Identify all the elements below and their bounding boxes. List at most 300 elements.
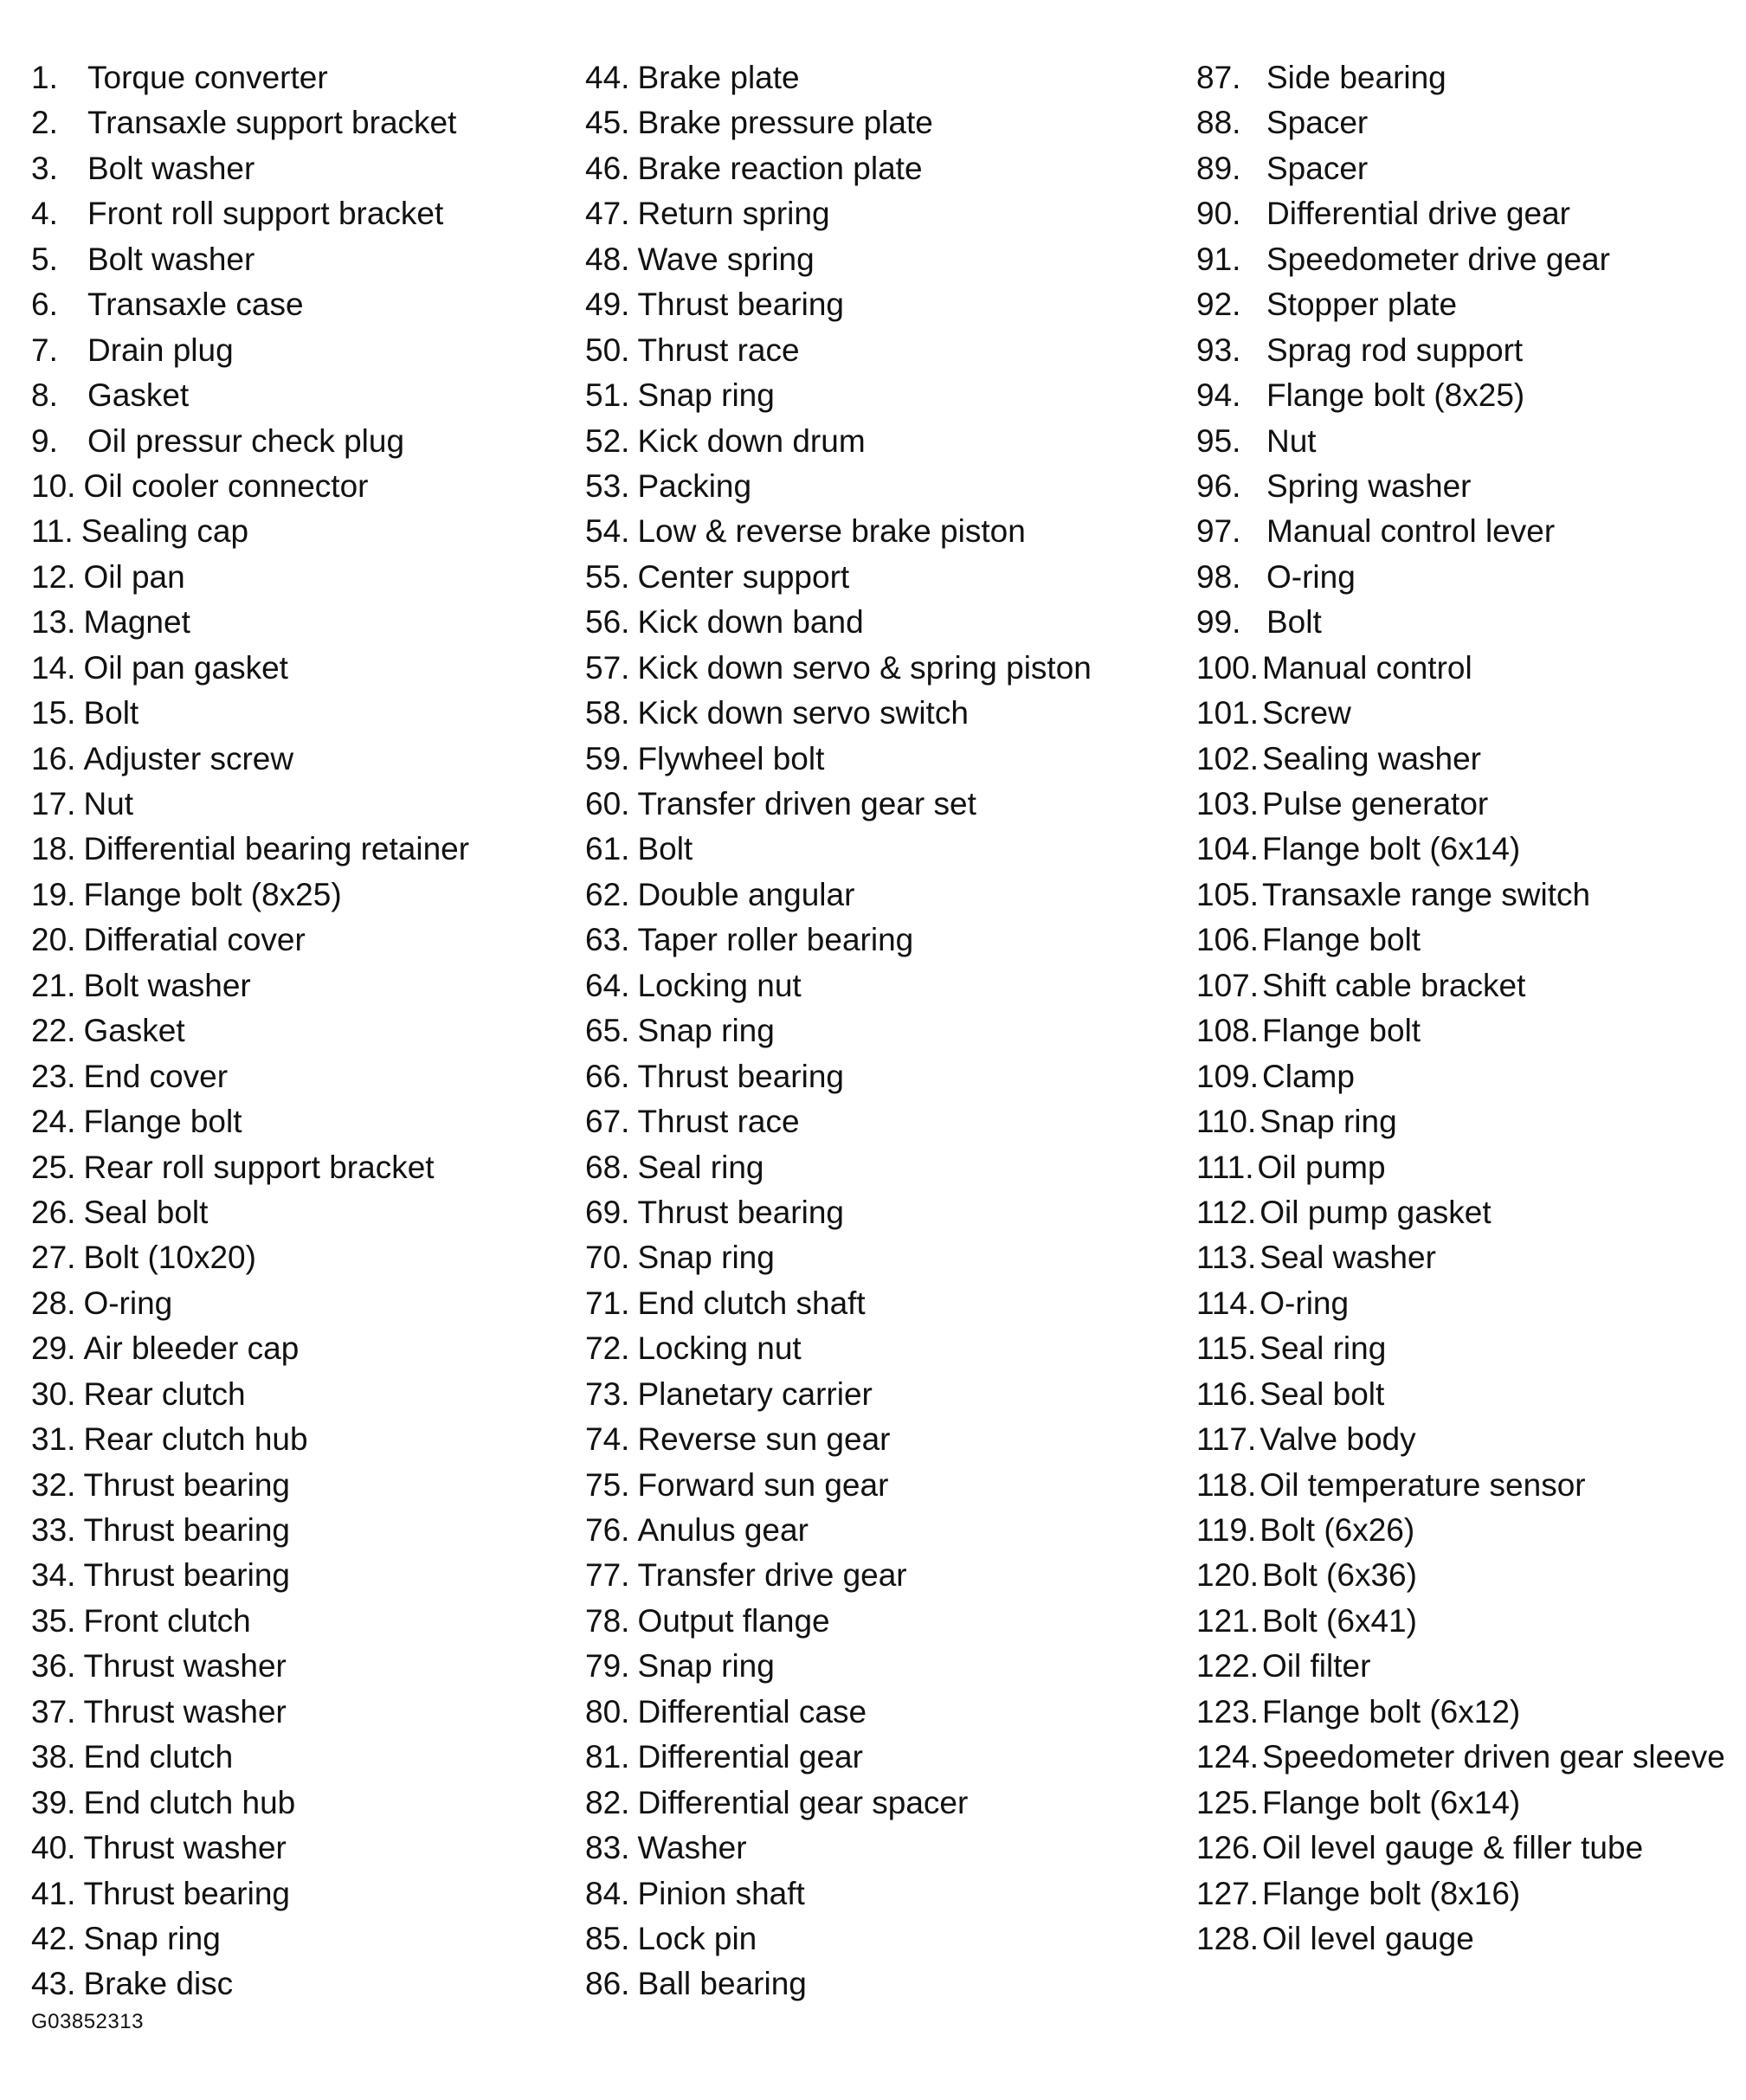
legend-item (585, 600, 1092, 645)
legend-item (585, 873, 1092, 918)
legend-item (585, 1644, 1092, 1689)
legend-item (585, 1463, 1092, 1508)
legend-item (1196, 1417, 1725, 1462)
legend-item (1196, 237, 1725, 282)
legend-item-label: Pinion shaft (637, 1875, 805, 1911)
legend-item-number: 64. (585, 967, 630, 1003)
legend-item-label: Thrust bearing (637, 1194, 845, 1230)
legend-item-number: 5. (31, 241, 58, 277)
legend-item-number: 118. (1196, 1466, 1257, 1503)
legend-item (1196, 691, 1725, 736)
legend-item-number: 32. (31, 1466, 76, 1503)
legend-item (585, 100, 1092, 145)
legend-item-label: Thrust bearing (83, 1466, 291, 1503)
legend-item-label: Speedometer drive gear (1266, 241, 1610, 277)
legend-item-number: 55. (585, 558, 630, 595)
legend-item (31, 1054, 469, 1099)
legend-item-number: 90. (1196, 196, 1241, 232)
legend-item-label: Bolt washer (87, 241, 255, 277)
legend-item-label: Bolt (6x36) (1262, 1557, 1417, 1594)
legend-column-1 (31, 55, 469, 2007)
legend-item-label: Kick down servo & spring piston (637, 649, 1092, 686)
legend-item-label: Flange bolt (6x14) (1262, 1784, 1521, 1820)
legend-item-number: 50. (585, 332, 630, 368)
legend-item-number: 82. (585, 1784, 630, 1820)
legend-item-number: 29. (31, 1330, 76, 1367)
legend-item (585, 282, 1092, 327)
legend-item (1196, 600, 1725, 645)
legend-item (1196, 509, 1725, 554)
legend-item-label: Stopper plate (1266, 287, 1458, 323)
legend-item-label: Bolt (10x20) (83, 1240, 256, 1276)
legend-item-number: 22. (31, 1013, 76, 1049)
legend-item-label: Differential bearing retainer (83, 831, 470, 867)
legend-item-label: Transfer driven gear set (637, 786, 976, 821)
legend-item-label: Snap ring (637, 377, 775, 414)
legend-item-label: Snap ring (637, 1648, 775, 1685)
legend-item (585, 1871, 1092, 1916)
legend-item (585, 691, 1092, 736)
legend-item (585, 146, 1092, 191)
legend-item-label: Seal bolt (1260, 1375, 1385, 1412)
legend-item-label: Seal ring (1260, 1330, 1387, 1367)
legend-item (585, 1417, 1092, 1462)
legend-item-label: Spring washer (1266, 467, 1472, 504)
legend-item-number: 83. (585, 1830, 630, 1866)
legend-item (31, 1417, 469, 1462)
legend-item-label: Flange bolt (8x16) (1262, 1875, 1521, 1911)
legend-item-number: 26. (31, 1194, 76, 1230)
legend-item-label: Bolt (1266, 604, 1322, 641)
legend-item-number: 127. (1196, 1875, 1260, 1911)
legend-item-number: 45. (585, 105, 630, 141)
legend-item-number: 47. (585, 196, 630, 232)
legend-item-number: 91. (1196, 241, 1241, 277)
legend-item-number: 4. (31, 196, 58, 232)
legend-item (585, 827, 1092, 872)
legend-item-label: Air bleeder cap (83, 1330, 300, 1367)
legend-item (31, 464, 469, 509)
legend-item (1196, 328, 1725, 373)
legend-item (585, 1281, 1092, 1326)
legend-item-label: Kick down band (637, 604, 864, 641)
legend-column-2 (585, 55, 1092, 2007)
legend-item-label: Thrust race (637, 332, 800, 368)
legend-item-number: 87. (1196, 60, 1241, 95)
legend-item (585, 1735, 1092, 1780)
legend-item-number: 63. (585, 922, 630, 958)
legend-item-number: 74. (585, 1421, 630, 1458)
legend-item-label: Reverse sun gear (637, 1421, 891, 1458)
legend-item-number: 96. (1196, 467, 1241, 504)
legend-item (31, 1372, 469, 1417)
legend-item (585, 1326, 1092, 1371)
legend-item-label: Seal bolt (83, 1194, 209, 1230)
legend-item (31, 509, 469, 554)
legend-item (31, 1644, 469, 1689)
legend-item (31, 963, 469, 1008)
legend-item-label: Differential gear (637, 1739, 863, 1775)
legend-item-label: Flange bolt (1262, 1013, 1421, 1049)
legend-item-number: 126. (1196, 1830, 1260, 1866)
legend-item-number: 78. (585, 1602, 630, 1639)
legend-item-label: Brake reaction plate (637, 150, 923, 186)
legend-item (31, 873, 469, 918)
legend-item-number: 122. (1196, 1648, 1260, 1685)
legend-item-number: 48. (585, 241, 630, 277)
legend-item-number: 12. (31, 558, 76, 595)
legend-item (31, 737, 469, 782)
legend-item-label: Thrust bearing (83, 1875, 291, 1911)
legend-item (31, 1599, 469, 1644)
legend-item-label: Thrust bearing (637, 1058, 845, 1094)
legend-item-number: 31. (31, 1421, 76, 1458)
legend-item (585, 1690, 1092, 1735)
legend-item-number: 37. (31, 1693, 76, 1730)
legend-item (585, 555, 1092, 600)
legend-item (31, 1781, 469, 1826)
legend-item-number: 112. (1196, 1194, 1257, 1230)
legend-item-number: 123. (1196, 1693, 1260, 1730)
legend-item-number: 114. (1196, 1285, 1257, 1321)
legend-item-label: Sealing cap (81, 513, 249, 550)
legend-item-number: 46. (585, 150, 630, 186)
legend-item-number: 105. (1196, 876, 1260, 912)
legend-item-label: Flange bolt (6x14) (1262, 831, 1521, 867)
legend-item-label: Thrust bearing (83, 1557, 291, 1594)
legend-item-number: 106. (1196, 922, 1260, 958)
legend-item-label: Kick down drum (637, 422, 866, 459)
legend-item (31, 191, 469, 236)
legend-item-number: 19. (31, 876, 76, 912)
legend-item-label: End cover (83, 1058, 229, 1094)
legend-item (31, 1735, 469, 1780)
legend-item (585, 646, 1092, 691)
legend-item-number: 92. (1196, 287, 1241, 323)
legend-item (31, 328, 469, 373)
legend-item-label: Center support (637, 558, 850, 595)
legend-item-number: 116. (1196, 1375, 1257, 1412)
legend-item-label: Manual control (1262, 649, 1472, 686)
legend-item-label: Seal ring (637, 1149, 764, 1185)
legend-item (1196, 146, 1725, 191)
legend-item-label: Sealing washer (1262, 740, 1481, 776)
legend-item (31, 419, 469, 464)
legend-item (585, 1781, 1092, 1826)
legend-item (1196, 1281, 1725, 1326)
legend-item-number: 28. (31, 1285, 76, 1321)
legend-item (31, 146, 469, 191)
legend-item-number: 18. (31, 831, 76, 867)
legend-item (31, 1962, 469, 2007)
legend-item (1196, 1054, 1725, 1099)
legend-item (585, 1145, 1092, 1190)
legend-item-label: Locking nut (637, 967, 802, 1003)
legend-item-label: Spacer (1266, 105, 1369, 141)
legend-item-number: 49. (585, 287, 630, 323)
legend-item-number: 103. (1196, 786, 1260, 821)
legend-item (31, 237, 469, 282)
legend-item-label: Magnet (83, 604, 190, 641)
legend-item-label: Flange bolt (83, 1104, 242, 1140)
legend-item-label: Bolt washer (83, 967, 251, 1003)
legend-item (1196, 918, 1725, 963)
legend-item-number: 108. (1196, 1013, 1260, 1049)
legend-item (1196, 646, 1725, 691)
legend-item-label: Oil cooler connector (83, 467, 369, 504)
legend-item (1196, 1599, 1725, 1644)
legend-item-number: 7. (31, 332, 58, 368)
legend-item (1196, 1871, 1725, 1916)
legend-item-number: 85. (585, 1920, 630, 1956)
legend-item-label: O-ring (1266, 558, 1356, 595)
legend-item-number: 24. (31, 1104, 76, 1140)
legend-item-label: Lock pin (637, 1920, 757, 1956)
legend-item-label: Oil level gauge & filler tube (1262, 1830, 1644, 1866)
legend-item-label: Oil pump gasket (1260, 1194, 1492, 1230)
legend-item-label: Brake plate (637, 60, 800, 95)
legend-item (585, 509, 1092, 554)
legend-item-label: Taper roller bearing (637, 922, 914, 958)
legend-item (1196, 1826, 1725, 1871)
legend-item-number: 58. (585, 695, 630, 731)
legend-item (31, 691, 469, 736)
legend-item-number: 1. (31, 60, 58, 95)
legend-item-label: Spacer (1266, 150, 1369, 186)
legend-item (1196, 1553, 1725, 1598)
legend-item (31, 1190, 469, 1235)
legend-item-number: 56. (585, 604, 630, 641)
legend-item-number: 57. (585, 649, 630, 686)
legend-item-number: 44. (585, 60, 630, 95)
legend-item (1196, 827, 1725, 872)
legend-item-number: 98. (1196, 558, 1241, 595)
legend-item-number: 3. (31, 150, 58, 186)
legend-item-number: 27. (31, 1240, 76, 1276)
legend-item-number: 71. (585, 1285, 630, 1321)
legend-item (31, 555, 469, 600)
legend-item-label: Packing (637, 467, 752, 504)
legend-item-number: 101. (1196, 695, 1260, 731)
legend-item (585, 1235, 1092, 1280)
legend-item-number: 36. (31, 1648, 76, 1685)
legend-item-number: 53. (585, 467, 630, 504)
legend-item-number: 61. (585, 831, 630, 867)
legend-item (31, 373, 469, 418)
legend-item-label: Differential case (637, 1693, 867, 1730)
legend-item-number: 67. (585, 1104, 630, 1140)
legend-item-label: Rear roll support bracket (83, 1149, 435, 1185)
legend-item-number: 42. (31, 1920, 76, 1956)
legend-item-label: Output flange (637, 1602, 830, 1639)
legend-item-label: Low & reverse brake piston (637, 513, 1026, 550)
legend-item-label: Seal washer (1260, 1240, 1436, 1276)
legend-item-label: Flange bolt (8x25) (83, 876, 342, 912)
legend-item-number: 21. (31, 967, 76, 1003)
legend-item-label: Rear clutch (83, 1375, 246, 1412)
legend-item-label: Thrust bearing (83, 1512, 291, 1548)
legend-item-label: Transaxle range switch (1262, 876, 1591, 912)
legend-item-label: Flywheel bolt (637, 740, 825, 776)
legend-item-number: 68. (585, 1149, 630, 1185)
legend-item-label: Valve body (1260, 1421, 1416, 1458)
legend-item-number: 59. (585, 740, 630, 776)
legend-item (1196, 1508, 1725, 1553)
legend-item-number: 95. (1196, 422, 1241, 459)
legend-item (585, 237, 1092, 282)
legend-item-number: 13. (31, 604, 76, 641)
legend-item (1196, 1099, 1725, 1144)
legend-item (31, 100, 469, 145)
legend-item-number: 107. (1196, 967, 1260, 1003)
legend-item-number: 34. (31, 1557, 76, 1594)
legend-item-number: 109. (1196, 1058, 1260, 1094)
legend-item-label: Drain plug (87, 332, 234, 368)
legend-item-number: 88. (1196, 105, 1241, 141)
legend-item (585, 1553, 1092, 1598)
legend-item (1196, 555, 1725, 600)
legend-item (31, 1826, 469, 1871)
legend-item (31, 1463, 469, 1508)
legend-item-label: Nut (83, 786, 134, 821)
legend-item (1196, 963, 1725, 1008)
legend-item-number: 35. (31, 1602, 76, 1639)
legend-item-label: Screw (1262, 695, 1351, 731)
legend-item-number: 73. (585, 1375, 630, 1412)
legend-item (1196, 737, 1725, 782)
legend-item (1196, 782, 1725, 827)
legend-item-number: 99. (1196, 604, 1241, 641)
legend-item (1196, 464, 1725, 509)
legend-item-label: Snap ring (1260, 1104, 1397, 1140)
legend-item (31, 282, 469, 327)
legend-item-label: Bolt washer (87, 150, 255, 186)
legend-item-label: Side bearing (1266, 60, 1446, 95)
legend-item (31, 1008, 469, 1053)
legend-item-label: Kick down servo switch (637, 695, 969, 731)
legend-item-number: 41. (31, 1875, 76, 1911)
legend-item-number: 2. (31, 105, 58, 141)
legend-item (1196, 282, 1725, 327)
legend-item-number: 8. (31, 377, 58, 414)
legend-item (31, 1326, 469, 1371)
legend-item-number: 97. (1196, 513, 1241, 550)
legend-item (585, 191, 1092, 236)
legend-item (31, 1916, 469, 1962)
legend-item-label: Snap ring (637, 1013, 775, 1049)
legend-item-number: 111. (1196, 1149, 1254, 1185)
legend-item-number: 43. (31, 1966, 76, 2002)
legend-item-label: Oil pan gasket (83, 649, 288, 686)
legend-item-number: 40. (31, 1830, 76, 1866)
legend-item (1196, 1145, 1725, 1190)
legend-item-number: 89. (1196, 150, 1241, 186)
legend-item-number: 14. (31, 649, 76, 686)
legend-item (585, 737, 1092, 782)
legend-item-label: Adjuster screw (83, 740, 294, 776)
legend-item-label: Nut (1266, 422, 1317, 459)
legend-item-label: Planetary carrier (637, 1375, 873, 1412)
legend-item-label: Oil filter (1262, 1648, 1371, 1685)
legend-item-label: Oil temperature sensor (1260, 1466, 1586, 1503)
legend-item-label: End clutch (83, 1739, 234, 1775)
legend-item-number: 86. (585, 1966, 630, 2002)
legend-item (585, 1054, 1092, 1099)
legend-item (1196, 1190, 1725, 1235)
legend-item (585, 1962, 1092, 2007)
legend-item-label: Transaxle support bracket (87, 105, 457, 141)
legend-item (585, 918, 1092, 963)
legend-item-label: Clamp (1262, 1058, 1355, 1094)
legend-item-number: 115. (1196, 1330, 1257, 1367)
legend-item-label: Ball bearing (637, 1966, 807, 2002)
legend-item-number: 10. (31, 467, 76, 504)
legend-item-label: Washer (637, 1830, 747, 1866)
legend-item (585, 1099, 1092, 1144)
legend-item-number: 66. (585, 1058, 630, 1094)
legend-item (585, 1190, 1092, 1235)
legend-item-label: Thrust washer (83, 1693, 287, 1730)
legend-item-label: O-ring (83, 1285, 173, 1321)
legend-item-number: 120. (1196, 1557, 1260, 1594)
legend-item-label: Sprag rod support (1266, 332, 1524, 368)
legend-item-number: 75. (585, 1466, 630, 1503)
legend-item (31, 600, 469, 645)
legend-item-label: Transfer drive gear (637, 1557, 907, 1594)
legend-item-number: 117. (1196, 1421, 1257, 1458)
legend-item-number: 51. (585, 377, 630, 414)
legend-item-number: 80. (585, 1693, 630, 1730)
legend-item-label: Manual control lever (1266, 513, 1556, 550)
legend-item-number: 23. (31, 1058, 76, 1094)
legend-item-label: Differential gear spacer (637, 1784, 969, 1820)
legend-item-label: Oil pressur check plug (87, 422, 405, 459)
legend-item-label: Front clutch (83, 1602, 251, 1639)
legend-item-label: Bolt (6x41) (1262, 1602, 1417, 1639)
legend-item-number: 15. (31, 695, 76, 731)
legend-item (1196, 1326, 1725, 1371)
legend-item (31, 1871, 469, 1916)
legend-item (31, 1145, 469, 1190)
legend-item-number: 77. (585, 1557, 630, 1594)
legend-item-number: 52. (585, 422, 630, 459)
legend-item-number: 60. (585, 786, 630, 821)
legend-item-number: 54. (585, 513, 630, 550)
legend-item (585, 1508, 1092, 1553)
legend-item-label: Gasket (87, 377, 190, 414)
legend-item (585, 464, 1092, 509)
legend-item-number: 113. (1196, 1240, 1257, 1276)
legend-item-label: Torque converter (87, 60, 328, 95)
legend-item-label: Speedometer driven gear sleeve (1262, 1739, 1725, 1775)
legend-item (1196, 191, 1725, 236)
legend-item-label: Differatial cover (83, 922, 306, 958)
legend-item-number: 62. (585, 876, 630, 912)
legend-item (31, 918, 469, 963)
legend-item-label: Transaxle case (87, 287, 304, 323)
legend-item (31, 1281, 469, 1326)
legend-item (31, 1690, 469, 1735)
legend-item-number: 94. (1196, 377, 1241, 414)
legend-item-number: 121. (1196, 1602, 1260, 1639)
legend-item-label: Brake disc (83, 1966, 234, 2002)
legend-item (1196, 419, 1725, 464)
legend-item (31, 782, 469, 827)
legend-item-label: Thrust race (637, 1104, 800, 1140)
legend-item (1196, 873, 1725, 918)
legend-item (31, 1235, 469, 1280)
legend-item-label: Snap ring (83, 1920, 221, 1956)
